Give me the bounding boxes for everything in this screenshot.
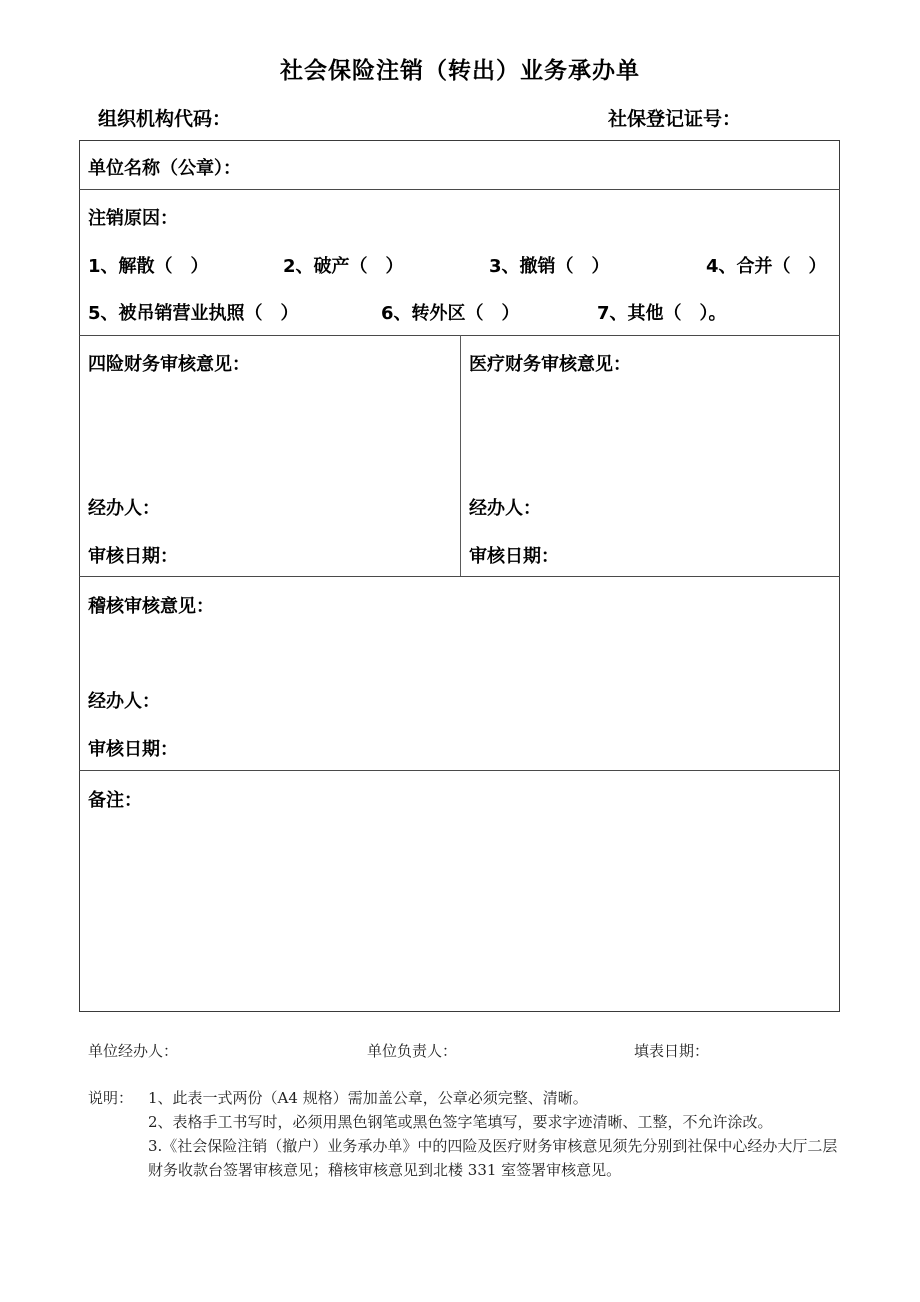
medical-handler-label: 经办人： bbox=[469, 498, 541, 519]
audit-review-label: 稽核审核意见： bbox=[88, 596, 214, 617]
note-item-3: 3.《社会保险注销（撤户）业务承办单》中的四险及医疗财务审核意见须先分别到社保中心经办大厅二层财务收款台签署审核意见；稽核审核意见到北楼 331 室签署审核意见。 bbox=[148, 1137, 838, 1179]
remarks-label: 备注： bbox=[88, 790, 142, 811]
unit-handler-label: 单位经办人： bbox=[88, 1042, 179, 1060]
reason-option-license-revoked[interactable]: 5、被吊销营业执照（ ） bbox=[88, 303, 299, 324]
row-divider bbox=[79, 770, 840, 771]
audit-handler-label: 经办人： bbox=[88, 691, 160, 712]
row-divider bbox=[79, 576, 840, 577]
four-insurance-date-label: 审核日期： bbox=[88, 546, 178, 567]
four-insurance-handler-label: 经办人： bbox=[88, 498, 160, 519]
reason-option-merger[interactable]: 4、合并（ ） bbox=[706, 256, 827, 277]
fill-date-label: 填表日期： bbox=[634, 1042, 710, 1060]
social-reg-no-label: 社保登记证号： bbox=[608, 108, 742, 130]
column-divider bbox=[460, 335, 461, 576]
four-insurance-review-label: 四险财务审核意见： bbox=[88, 354, 250, 375]
row-divider bbox=[79, 189, 840, 190]
medical-review-label: 医疗财务审核意见： bbox=[469, 354, 631, 375]
notes-section bbox=[88, 1086, 838, 1182]
reason-option-dissolution[interactable]: 1、解散（ ） bbox=[88, 256, 209, 277]
audit-date-label: 审核日期： bbox=[88, 739, 178, 760]
medical-date-label: 审核日期： bbox=[469, 546, 559, 567]
unit-head-label: 单位负责人： bbox=[367, 1042, 458, 1060]
cancel-reason-label: 注销原因： bbox=[88, 208, 178, 229]
org-code-label: 组织机构代码： bbox=[98, 108, 232, 130]
reason-option-transfer-out[interactable]: 6、转外区（ ） bbox=[381, 303, 520, 324]
document-title: 社会保险注销（转出）业务承办单 bbox=[280, 58, 640, 84]
reason-option-revocation[interactable]: 3、撤销（ ） bbox=[489, 256, 610, 277]
notes-lead-label: 说明： bbox=[88, 1089, 134, 1107]
reason-option-other[interactable]: 7、其他（ ）。 bbox=[597, 303, 727, 324]
note-item-1: 1、此表一式两份（A4 规格）需加盖公章，公章必须完整、清晰。 bbox=[148, 1089, 588, 1107]
unit-name-label: 单位名称（公章）： bbox=[88, 158, 241, 179]
note-item-2: 2、表格手工书写时，必须用黑色钢笔或黑色签字笔填写，要求字迹清晰、工整，不允许涂改。 bbox=[148, 1113, 773, 1131]
reason-option-bankruptcy[interactable]: 2、破产（ ） bbox=[283, 256, 404, 277]
